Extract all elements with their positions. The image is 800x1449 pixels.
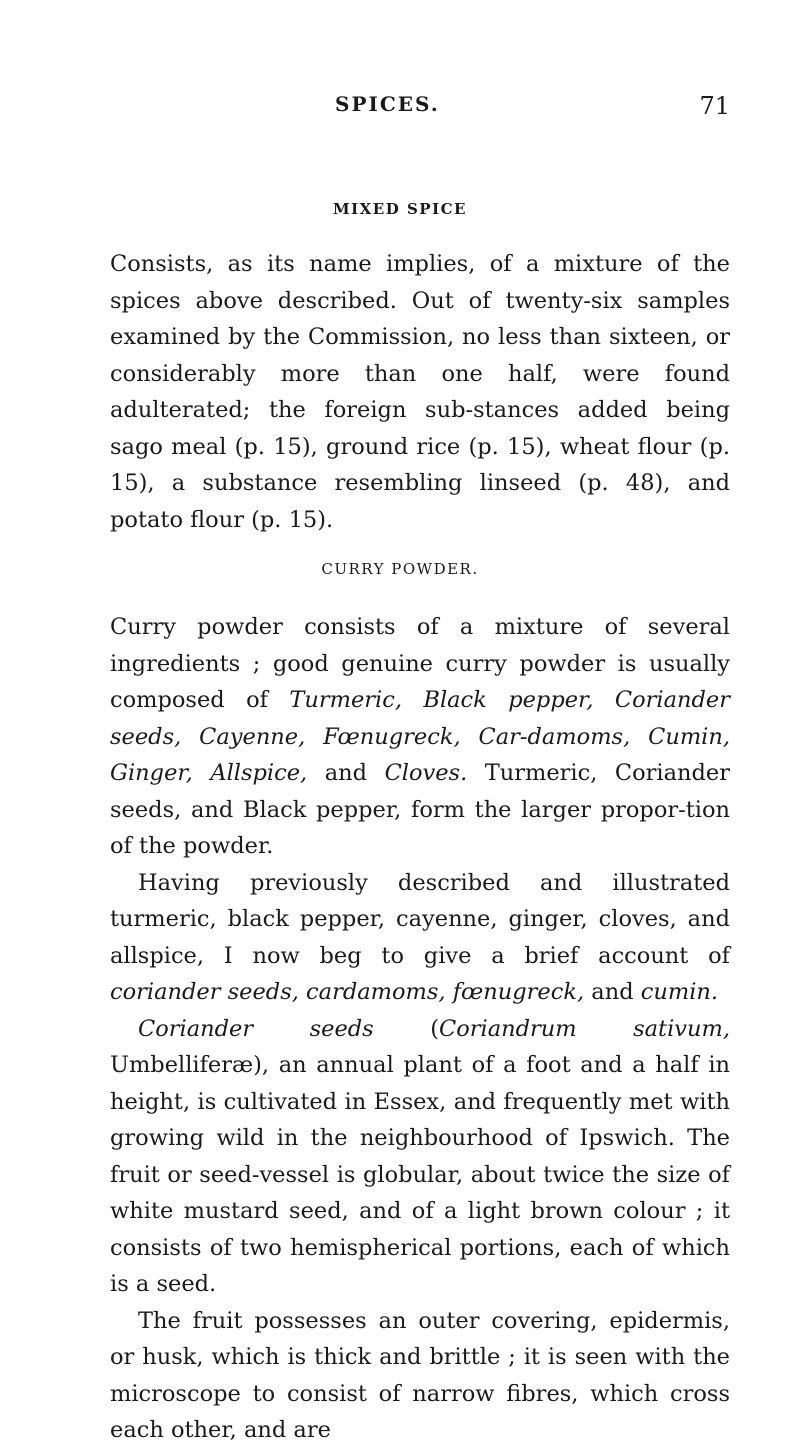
paragraph-mixed-spice: Consists, as its name implies, of a mixture of the spices above described. Out of twenty-six samples examined by the Commission, no less than sixteen, or considerably more than one half, were found adulterated; the foreign sub-stances added being sago meal (p. 15), ground rice (p. 15), wheat flour (p. 15), a substance resembling linseed (p. 48), and potato flour (p. 15). — [110, 251, 730, 533]
running-title: SPICES. — [335, 92, 440, 116]
text-span: and — [307, 760, 385, 786]
text-span: ( — [373, 1015, 439, 1042]
paragraph-coriander — [110, 1011, 730, 1303]
italic-term: cumin. — [640, 979, 719, 1005]
italic-latin-name: Coriandrum sativum, — [439, 1015, 730, 1042]
section-heading-mixed-spice: MIXED SPICE — [333, 200, 467, 218]
page-number: 71 — [699, 92, 730, 120]
italic-term-list: coriander seeds, cardamoms, fœnugreck, — [110, 979, 585, 1005]
text-span: Having previously described and illustrated turmeric, black pepper, cayenne, ginger, cloves, and allspice, I now beg to give a brief account of — [110, 869, 730, 969]
section-heading-curry-powder: CURRY POWDER. — [321, 560, 479, 578]
italic-term: Cloves. — [384, 760, 468, 786]
paragraph-curry-ingredients — [110, 609, 730, 865]
italic-term: Coriander seeds — [138, 1015, 374, 1042]
text-span: Turmeric, Coriander seeds, and Black pepper, form the larger propor-tion of the powder. — [110, 760, 730, 859]
curry-powder-body — [110, 609, 730, 1449]
text-span: Umbelliferæ), an annual plant of a foot and a half in height, is cultivated in Essex, and frequently met with growing wild in the neighbourhood of Ipswich. The fruit or seed-vessel is globular, about twice the size of white mustard seed, and of a light brown colour ; it consists of two hemispherical portions, each of which is a seed. — [110, 1052, 730, 1297]
text-span: and — [584, 979, 641, 1005]
italic-ingredient-list: Turmeric, Black pepper, Coriander seeds, Cayenne, Fœnugreck, Car-damoms, Cumin, Ginger, Allspice, — [110, 687, 730, 786]
paragraph-fruit-covering: The fruit possesses an outer covering, epidermis, or husk, which is thick and brittle ; it is seen with the microscope to consist of narrow fibres, which cross each other, and are — [110, 1307, 730, 1443]
running-head — [110, 92, 730, 122]
paragraph-previously-described — [110, 865, 730, 1011]
text-span: Curry powder consists of a mixture of several ingredients ; good genuine curry powder is usually composed of — [110, 614, 730, 713]
